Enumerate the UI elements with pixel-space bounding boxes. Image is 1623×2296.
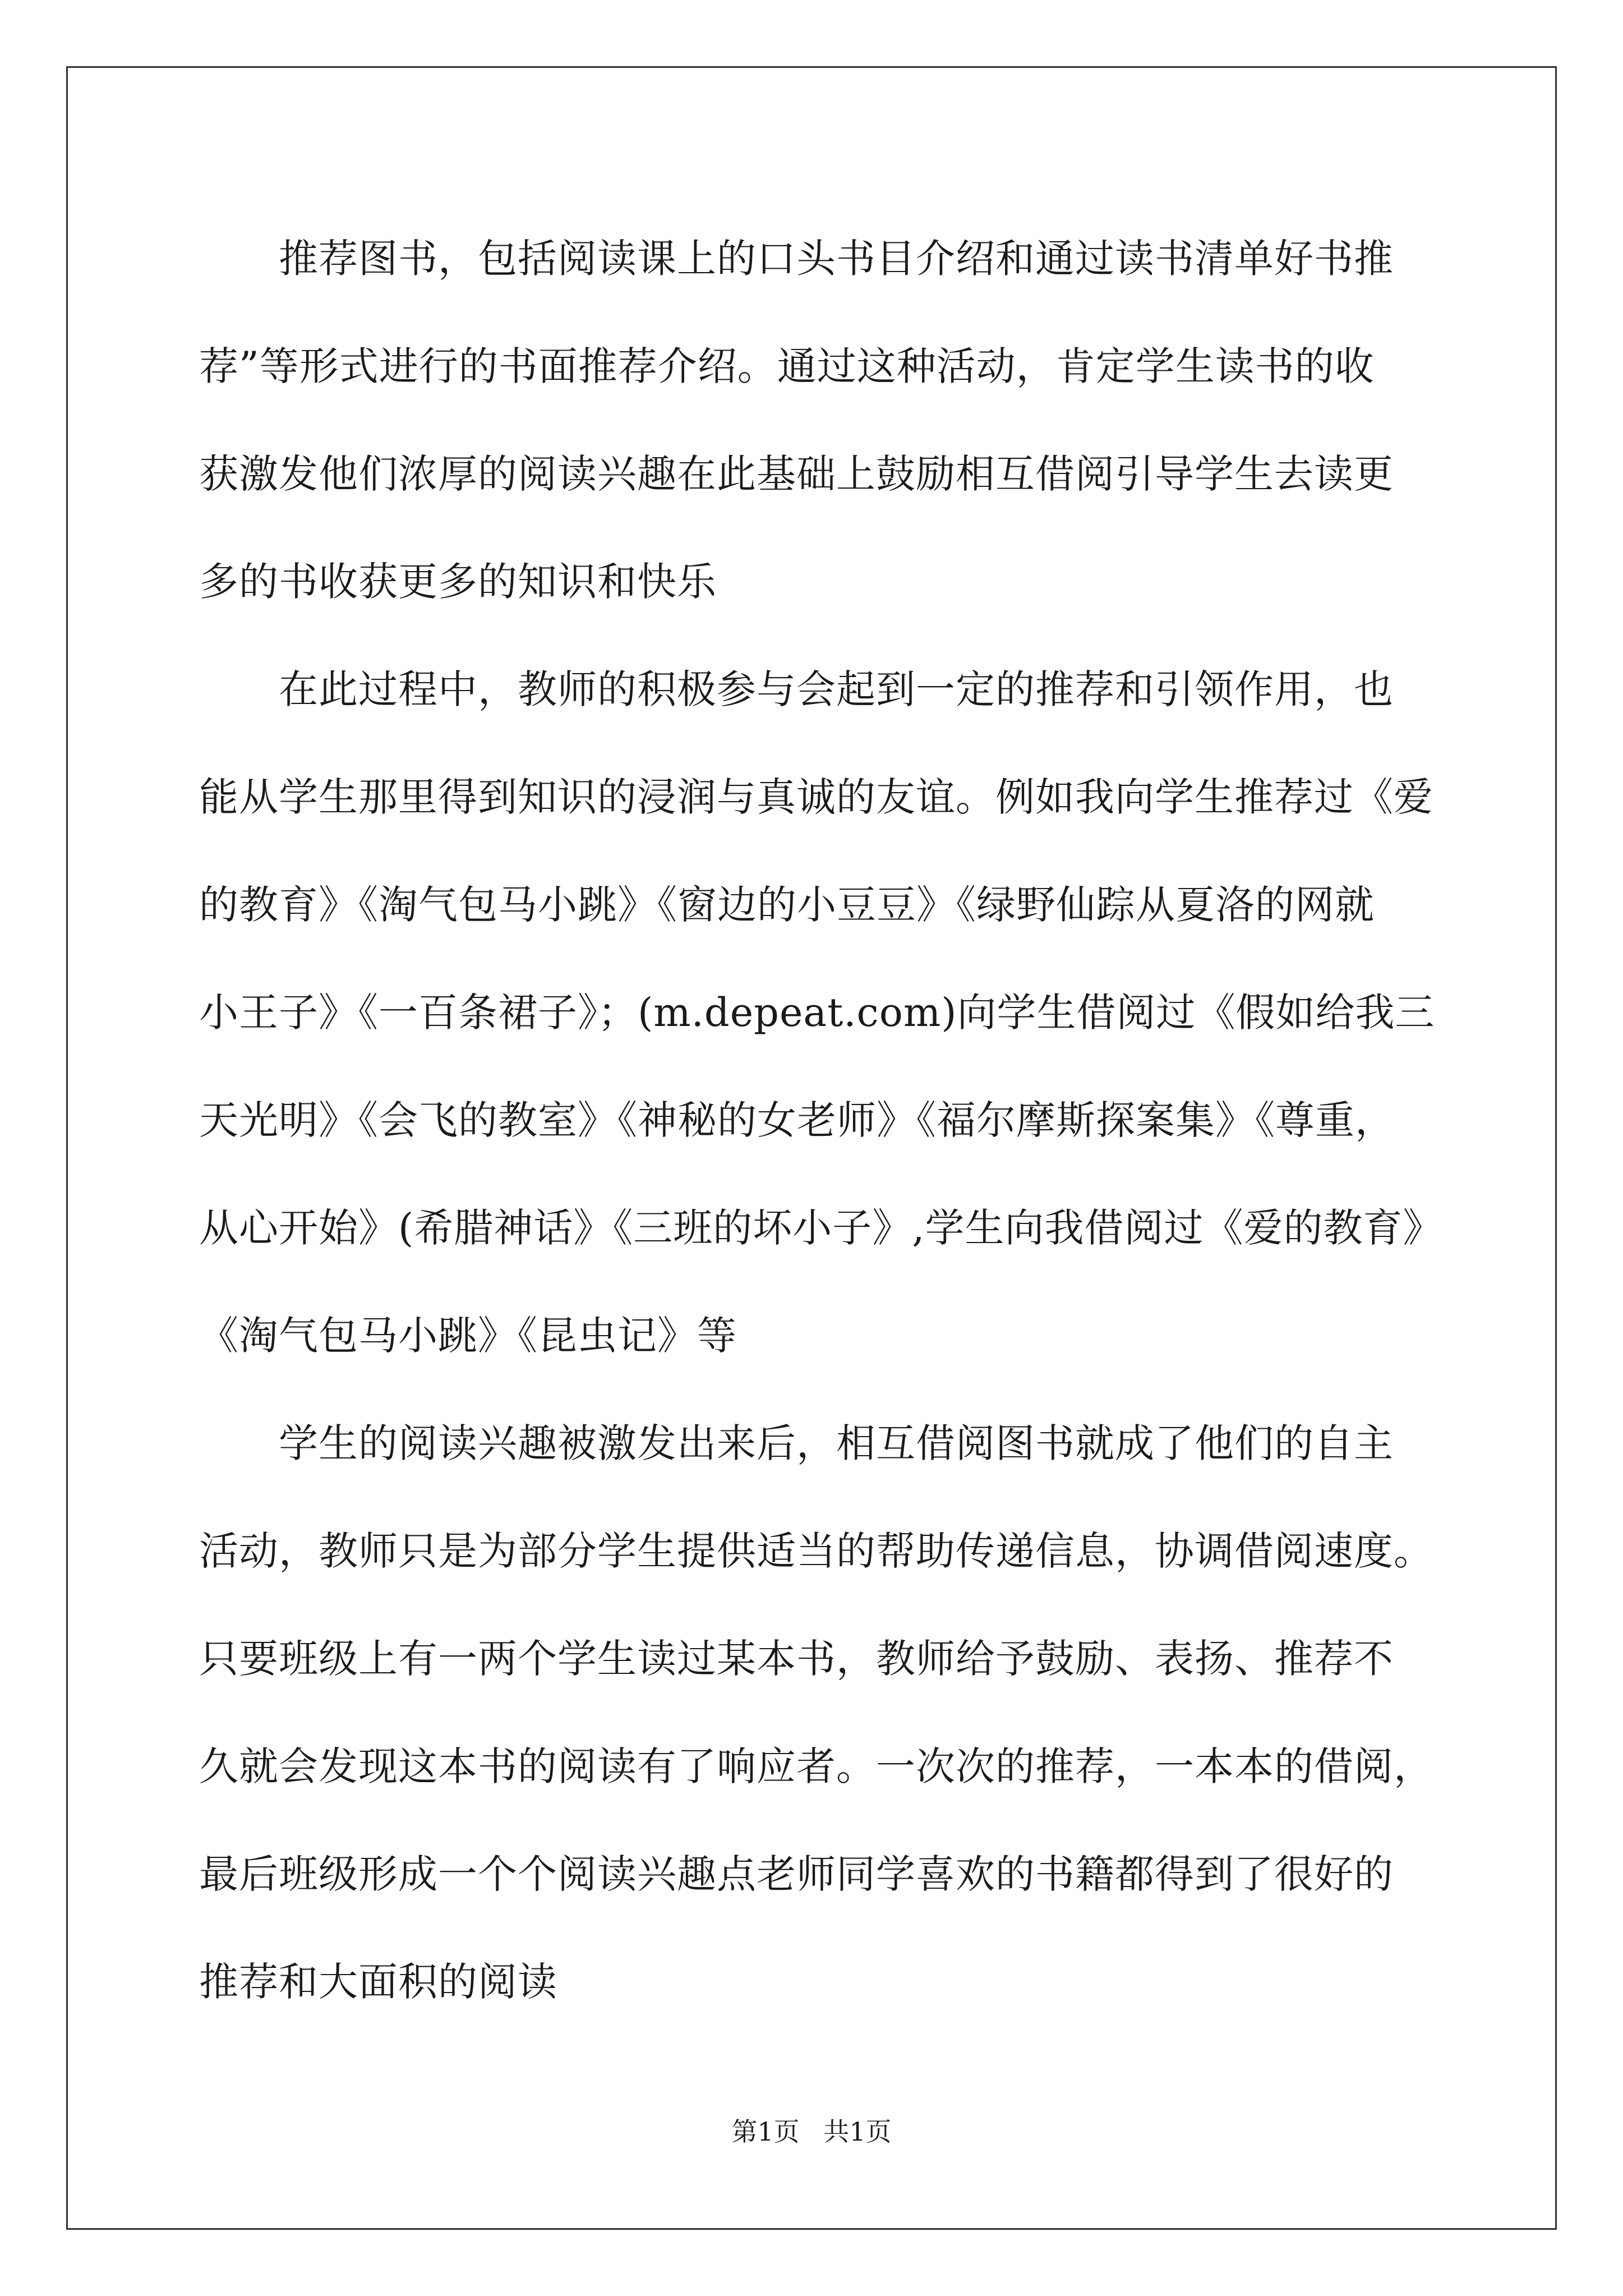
text-line: 最后班级形成一个个阅读兴趣点老师同学喜欢的书籍都得到了很好的 xyxy=(199,1851,1394,1897)
document-body xyxy=(199,205,1443,2036)
page-footer xyxy=(0,2115,1623,2148)
text-line: 学生的阅读兴趣被激发出来后，相互借阅图书就成了他们的自主 xyxy=(199,1420,1394,1466)
page-total: 共1页 xyxy=(823,2116,892,2147)
page-number: 第1页 xyxy=(731,2116,800,2147)
text-line: 荐”等形式进行的书面推荐介绍。通过这种活动，肯定学生读书的收 xyxy=(199,343,1375,389)
text-line: 多的书收获更多的知识和快乐 xyxy=(199,559,717,605)
text-line: 活动，教师只是为部分学生提供适当的帮助传递信息，协调借阅速度。 xyxy=(199,1528,1433,1574)
text-line: 获激发他们浓厚的阅读兴趣在此基础上鼓励相互借阅引导学生去读更 xyxy=(199,451,1394,497)
text-line: 推荐和大面积的阅读 xyxy=(199,1959,557,2005)
text-line: 从心开始》(希腊神话》《三班的坏小子》,学生向我借阅过《爱的教育》 xyxy=(199,1205,1443,1251)
text-line: 的教育》《淘气包马小跳》《窗边的小豆豆》《绿野仙踪从夏洛的网就 xyxy=(199,882,1375,928)
text-line: 在此过程中，教师的积极参与会起到一定的推荐和引领作用，也 xyxy=(199,666,1394,712)
text-line: 能从学生那里得到知识的浸润与真诚的友谊。例如我向学生推荐过《爱 xyxy=(199,774,1433,820)
text-line: 小王子》《一百条裙子》；(m.depeat.com)向学生借阅过《假如给我三 xyxy=(199,990,1435,1036)
text-line: 推荐图书，包括阅读课上的口头书目介绍和通过读书清单好书推 xyxy=(199,236,1394,282)
text-line: 久就会发现这本书的阅读有了响应者。一次次的推荐，一本本的借阅， xyxy=(199,1743,1433,1789)
text-line: 只要班级上有一两个学生读过某本书，教师给予鼓励、表扬、推荐不 xyxy=(199,1636,1394,1682)
text-line: 《淘气包马小跳》《昆虫记》等 xyxy=(199,1313,737,1359)
text-line: 天光明》《会飞的教室》《神秘的女老师》《福尔摩斯探案集》《尊重， xyxy=(199,1097,1395,1143)
